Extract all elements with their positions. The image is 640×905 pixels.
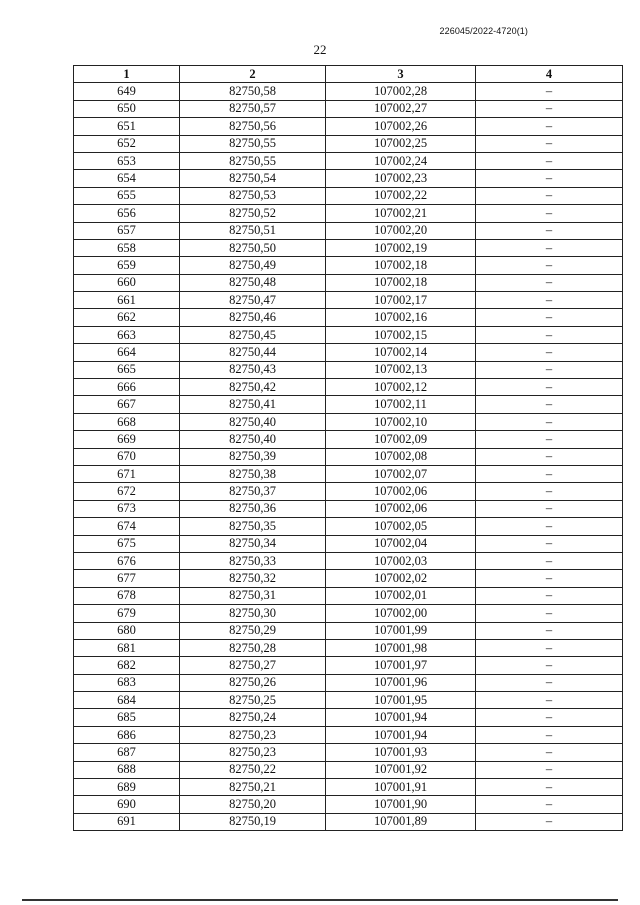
table-cell: – [476, 570, 623, 587]
table-cell: 82750,21 [180, 779, 326, 796]
table-cell: – [476, 100, 623, 117]
table-row [74, 587, 623, 604]
table-cell: – [476, 309, 623, 326]
table-cell: 82750,44 [180, 344, 326, 361]
table-cell: 82750,40 [180, 431, 326, 448]
table-cell: 82750,56 [180, 118, 326, 135]
table-cell: – [476, 518, 623, 535]
table-cell: 107002,13 [326, 361, 476, 378]
table-cell: 82750,38 [180, 465, 326, 482]
table-cell: 82750,55 [180, 152, 326, 169]
table-cell: – [476, 118, 623, 135]
table-row [74, 118, 623, 135]
table-cell: – [476, 396, 623, 413]
table-cell: – [476, 709, 623, 726]
table-cell: 82750,32 [180, 570, 326, 587]
table-cell: 82750,24 [180, 709, 326, 726]
table-cell: – [476, 344, 623, 361]
table-cell: 655 [74, 187, 180, 204]
table-row [74, 761, 623, 778]
table-cell: 82750,35 [180, 518, 326, 535]
table-row [74, 744, 623, 761]
table-cell: – [476, 187, 623, 204]
table-cell: 107001,95 [326, 692, 476, 709]
table-cell: – [476, 796, 623, 813]
table-cell: 82750,29 [180, 622, 326, 639]
table-cell: – [476, 361, 623, 378]
table-cell: 82750,58 [180, 83, 326, 100]
column-header: 2 [180, 66, 326, 83]
table-cell: 654 [74, 170, 180, 187]
table-row [74, 326, 623, 343]
table-cell: – [476, 779, 623, 796]
table-cell: – [476, 500, 623, 517]
table-cell: 680 [74, 622, 180, 639]
table-cell: – [476, 239, 623, 256]
table-cell: – [476, 657, 623, 674]
table-row [74, 796, 623, 813]
table-row [74, 657, 623, 674]
table-cell: 688 [74, 761, 180, 778]
table-cell: – [476, 622, 623, 639]
table-cell: 107002,14 [326, 344, 476, 361]
table-cell: 107002,05 [326, 518, 476, 535]
table-cell: – [476, 448, 623, 465]
table-row [74, 639, 623, 656]
table-cell: 107001,97 [326, 657, 476, 674]
table-row [74, 483, 623, 500]
table-cell: 107001,91 [326, 779, 476, 796]
table-cell: 82750,37 [180, 483, 326, 500]
table-cell: 665 [74, 361, 180, 378]
table-cell: 82750,42 [180, 379, 326, 396]
table-cell: – [476, 605, 623, 622]
table-cell: 107002,15 [326, 326, 476, 343]
table-cell: 107001,94 [326, 709, 476, 726]
table-cell: 82750,25 [180, 692, 326, 709]
table-cell: – [476, 483, 623, 500]
table-header-row [74, 66, 623, 83]
table-row [74, 726, 623, 743]
table-cell: 107002,24 [326, 152, 476, 169]
table-cell: 681 [74, 639, 180, 656]
table-cell: 682 [74, 657, 180, 674]
table-cell: 660 [74, 274, 180, 291]
table-cell: 82750,36 [180, 500, 326, 517]
table-row [74, 622, 623, 639]
table-cell: 107001,89 [326, 813, 476, 830]
table-cell: 82750,41 [180, 396, 326, 413]
table-cell: 82750,34 [180, 535, 326, 552]
table-row [74, 813, 623, 830]
table-cell: 653 [74, 152, 180, 169]
table-row [74, 135, 623, 152]
table-cell: 82750,27 [180, 657, 326, 674]
table-cell: 82750,45 [180, 326, 326, 343]
table-cell: 82750,46 [180, 309, 326, 326]
table-row [74, 344, 623, 361]
table-cell: 107002,19 [326, 239, 476, 256]
table-cell: 107002,20 [326, 222, 476, 239]
table-cell: 107002,09 [326, 431, 476, 448]
table-cell: – [476, 761, 623, 778]
table-cell: 689 [74, 779, 180, 796]
table-cell: 107002,17 [326, 292, 476, 309]
table-cell: 670 [74, 448, 180, 465]
column-header: 3 [326, 66, 476, 83]
table-cell: 666 [74, 379, 180, 396]
table-cell: 107001,90 [326, 796, 476, 813]
table-row [74, 431, 623, 448]
table-cell: 82750,22 [180, 761, 326, 778]
table-cell: – [476, 744, 623, 761]
table-cell: 690 [74, 796, 180, 813]
table-cell: 675 [74, 535, 180, 552]
table-row [74, 518, 623, 535]
table-cell: – [476, 535, 623, 552]
table-row [74, 257, 623, 274]
table-cell: 82750,52 [180, 205, 326, 222]
table-row [74, 152, 623, 169]
table-cell: 107002,16 [326, 309, 476, 326]
table-cell: 107002,23 [326, 170, 476, 187]
table-cell: 107002,06 [326, 500, 476, 517]
table-cell: 107001,96 [326, 674, 476, 691]
table-body [74, 83, 623, 831]
table-row [74, 413, 623, 430]
table-row [74, 605, 623, 622]
table-cell: 685 [74, 709, 180, 726]
table-cell: 107002,26 [326, 118, 476, 135]
table-cell: – [476, 413, 623, 430]
table-cell: – [476, 587, 623, 604]
table-cell: 107002,28 [326, 83, 476, 100]
table-cell: – [476, 813, 623, 830]
table-cell: 672 [74, 483, 180, 500]
table-cell: 107002,03 [326, 552, 476, 569]
table-cell: – [476, 639, 623, 656]
table-row [74, 361, 623, 378]
table-cell: 678 [74, 587, 180, 604]
table-cell: 662 [74, 309, 180, 326]
table-cell: – [476, 170, 623, 187]
table-cell: 107002,10 [326, 413, 476, 430]
table-cell: 82750,26 [180, 674, 326, 691]
table-row [74, 170, 623, 187]
table-cell: – [476, 379, 623, 396]
table-row [74, 779, 623, 796]
table-cell: – [476, 674, 623, 691]
table-cell: 107002,08 [326, 448, 476, 465]
table-cell: 107002,01 [326, 587, 476, 604]
table-row [74, 570, 623, 587]
table-cell: 82750,55 [180, 135, 326, 152]
table-cell: 82750,39 [180, 448, 326, 465]
table-cell: 82750,53 [180, 187, 326, 204]
table-cell: 107001,94 [326, 726, 476, 743]
table-cell: 658 [74, 239, 180, 256]
table-row [74, 535, 623, 552]
table-cell: 107001,93 [326, 744, 476, 761]
table-cell: 82750,31 [180, 587, 326, 604]
column-header: 1 [74, 66, 180, 83]
table-cell: 664 [74, 344, 180, 361]
table-cell: 107002,00 [326, 605, 476, 622]
table-cell: 107002,22 [326, 187, 476, 204]
bottom-rule [22, 899, 618, 901]
table-cell: – [476, 431, 623, 448]
table-row [74, 100, 623, 117]
table-row [74, 448, 623, 465]
table-row [74, 500, 623, 517]
table-cell: 82750,57 [180, 100, 326, 117]
table-cell: 652 [74, 135, 180, 152]
table-cell: 107001,99 [326, 622, 476, 639]
table-cell: 107002,02 [326, 570, 476, 587]
table-row [74, 187, 623, 204]
table-cell: – [476, 205, 623, 222]
table-cell: 691 [74, 813, 180, 830]
table-cell: 107002,06 [326, 483, 476, 500]
table-cell: – [476, 292, 623, 309]
table-cell: 667 [74, 396, 180, 413]
table-cell: – [476, 692, 623, 709]
table-cell: – [476, 465, 623, 482]
table-row [74, 274, 623, 291]
table-cell: 107002,11 [326, 396, 476, 413]
table-cell: 107002,04 [326, 535, 476, 552]
table-cell: 82750,23 [180, 744, 326, 761]
table-row [74, 239, 623, 256]
table-cell: 668 [74, 413, 180, 430]
table-cell: 107002,18 [326, 274, 476, 291]
table-cell: 82750,49 [180, 257, 326, 274]
table-cell: 663 [74, 326, 180, 343]
table-cell: 677 [74, 570, 180, 587]
table-cell: 82750,33 [180, 552, 326, 569]
table-cell: – [476, 552, 623, 569]
table-cell: 107002,27 [326, 100, 476, 117]
table-cell: – [476, 257, 623, 274]
table-row [74, 709, 623, 726]
table-cell: – [476, 222, 623, 239]
table-row [74, 692, 623, 709]
table-cell: 107001,92 [326, 761, 476, 778]
table-cell: 649 [74, 83, 180, 100]
table-cell: 676 [74, 552, 180, 569]
table-cell: 684 [74, 692, 180, 709]
page-number: 22 [313, 42, 327, 57]
table-cell: 82750,28 [180, 639, 326, 656]
table-row [74, 83, 623, 100]
table-cell: 661 [74, 292, 180, 309]
table-cell: – [476, 135, 623, 152]
table-cell: 82750,51 [180, 222, 326, 239]
table-cell: 82750,43 [180, 361, 326, 378]
table-cell: 107002,18 [326, 257, 476, 274]
table-cell: – [476, 152, 623, 169]
table-cell: 674 [74, 518, 180, 535]
table-cell: 82750,40 [180, 413, 326, 430]
table-cell: 107002,12 [326, 379, 476, 396]
table-cell: 651 [74, 118, 180, 135]
table-cell: 650 [74, 100, 180, 117]
table-cell: 673 [74, 500, 180, 517]
table-cell: 679 [74, 605, 180, 622]
table-cell: 107002,25 [326, 135, 476, 152]
table-row [74, 674, 623, 691]
table-cell: 82750,19 [180, 813, 326, 830]
table-cell: 107002,21 [326, 205, 476, 222]
column-header: 4 [476, 66, 623, 83]
table-cell: 107001,98 [326, 639, 476, 656]
table-cell: 686 [74, 726, 180, 743]
table-cell: 82750,48 [180, 274, 326, 291]
table-row [74, 292, 623, 309]
document-reference: 226045/2022-4720(1) [439, 26, 528, 36]
table-row [74, 222, 623, 239]
table-cell: 659 [74, 257, 180, 274]
table-cell: 656 [74, 205, 180, 222]
table-cell: 687 [74, 744, 180, 761]
table-cell: 657 [74, 222, 180, 239]
table-cell: 82750,23 [180, 726, 326, 743]
table-row [74, 396, 623, 413]
table-cell: 82750,30 [180, 605, 326, 622]
table-row [74, 309, 623, 326]
table-cell: 669 [74, 431, 180, 448]
table-cell: 107002,07 [326, 465, 476, 482]
table-cell: 82750,20 [180, 796, 326, 813]
table-row [74, 465, 623, 482]
table-row [74, 552, 623, 569]
table-cell: – [476, 274, 623, 291]
table-cell: – [476, 326, 623, 343]
table-cell: – [476, 83, 623, 100]
table-cell: 671 [74, 465, 180, 482]
table-cell: 82750,47 [180, 292, 326, 309]
table-cell: 82750,50 [180, 239, 326, 256]
table-cell: 683 [74, 674, 180, 691]
table-row [74, 379, 623, 396]
coordinates-table [73, 65, 623, 831]
table-cell: 82750,54 [180, 170, 326, 187]
table-row [74, 205, 623, 222]
table-cell: – [476, 726, 623, 743]
